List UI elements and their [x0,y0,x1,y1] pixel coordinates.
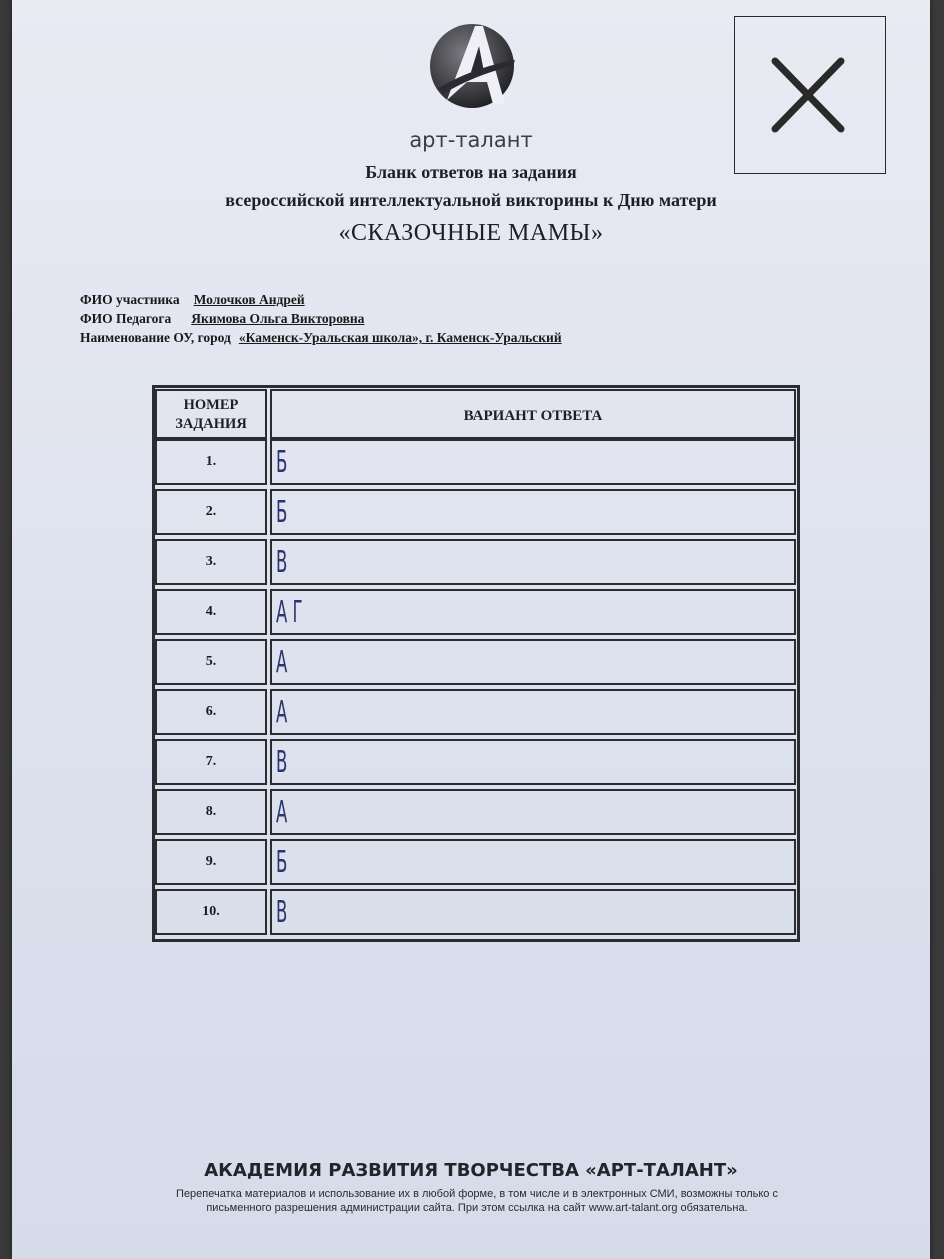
column-header-number-line2: ЗАДАНИЯ [175,416,247,432]
art-talant-logo-icon [417,8,527,118]
school-value: «Каменск-Уральская школа», г. Каменск-Уральский [238,330,562,345]
task-number: 5. [155,639,267,685]
task-number: 1. [155,439,267,485]
teacher-value: Якимова Ольга Викторовна [191,311,365,326]
school-line [80,330,562,346]
mark-box [734,16,886,174]
answer-cell [270,639,796,685]
participant-line [80,292,305,308]
brand-name: арт-талант [409,128,533,152]
handwritten-answer: Б [276,445,288,480]
table-row [155,489,796,535]
column-header-answer: ВАРИАНТ ОТВЕТА [270,389,796,439]
handwritten-answer: А Г [276,595,303,630]
task-number: 7. [155,739,267,785]
handwritten-answer: А [276,795,288,830]
task-number: 9. [155,839,267,885]
table-row [155,789,796,835]
task-number: 10. [155,889,267,935]
handwritten-answer: В [276,895,288,930]
footer-note-line1: Перепечатка материалов и использование их в любой форме, в том числе и в электронных СМИ, возможны только с [176,1188,778,1200]
answer-cell [270,789,796,835]
teacher-line [80,311,364,327]
answer-cell [270,889,796,935]
participant-label: ФИО участника [80,292,180,307]
task-number: 8. [155,789,267,835]
handwritten-answer: А [276,695,288,730]
answer-cell [270,739,796,785]
handwritten-answer: Б [276,845,288,880]
handwritten-answer: Б [276,495,288,530]
table-row [155,439,796,485]
school-label: Наименование ОУ, город [80,330,231,345]
teacher-label: ФИО Педагога [80,311,172,326]
task-number: 2. [155,489,267,535]
form-subtitle: всероссийской интеллектуальной викторины к Дню матери [225,190,717,210]
column-header-number-line1: НОМЕР [183,397,239,413]
task-number: 3. [155,539,267,585]
handwritten-answer: В [276,545,288,580]
cross-mark-icon [735,17,882,170]
task-number: 6. [155,689,267,735]
participant-value: Молочков Андрей [193,292,305,307]
footer-title: АКАДЕМИЯ РАЗВИТИЯ ТВОРЧЕСТВА «АРТ-ТАЛАНТ» [204,1160,738,1181]
answer-cell [270,439,796,485]
table-row [155,839,796,885]
table-row [155,639,796,685]
footer-note [102,1187,852,1215]
table-row [155,539,796,585]
footer-note-line2: письменного разрешения администрации сайта. При этом ссылка на сайт www.art-talant.org обязательна. [206,1202,748,1214]
answer-cell [270,589,796,635]
handwritten-answer: А [276,645,288,680]
column-header-number [155,389,267,439]
handwritten-answer: В [276,745,288,780]
answer-cell [270,489,796,535]
task-number: 4. [155,589,267,635]
answer-cell [270,539,796,585]
table-row [155,889,796,935]
answer-cell [270,689,796,735]
table-row [155,689,796,735]
answer-sheet [12,0,930,1259]
form-title: Бланк ответов на задания [365,162,577,182]
answer-cell [270,839,796,885]
quiz-name: «СКАЗОЧНЫЕ МАМЫ» [338,220,604,246]
table-row [155,589,796,635]
table-row [155,739,796,785]
